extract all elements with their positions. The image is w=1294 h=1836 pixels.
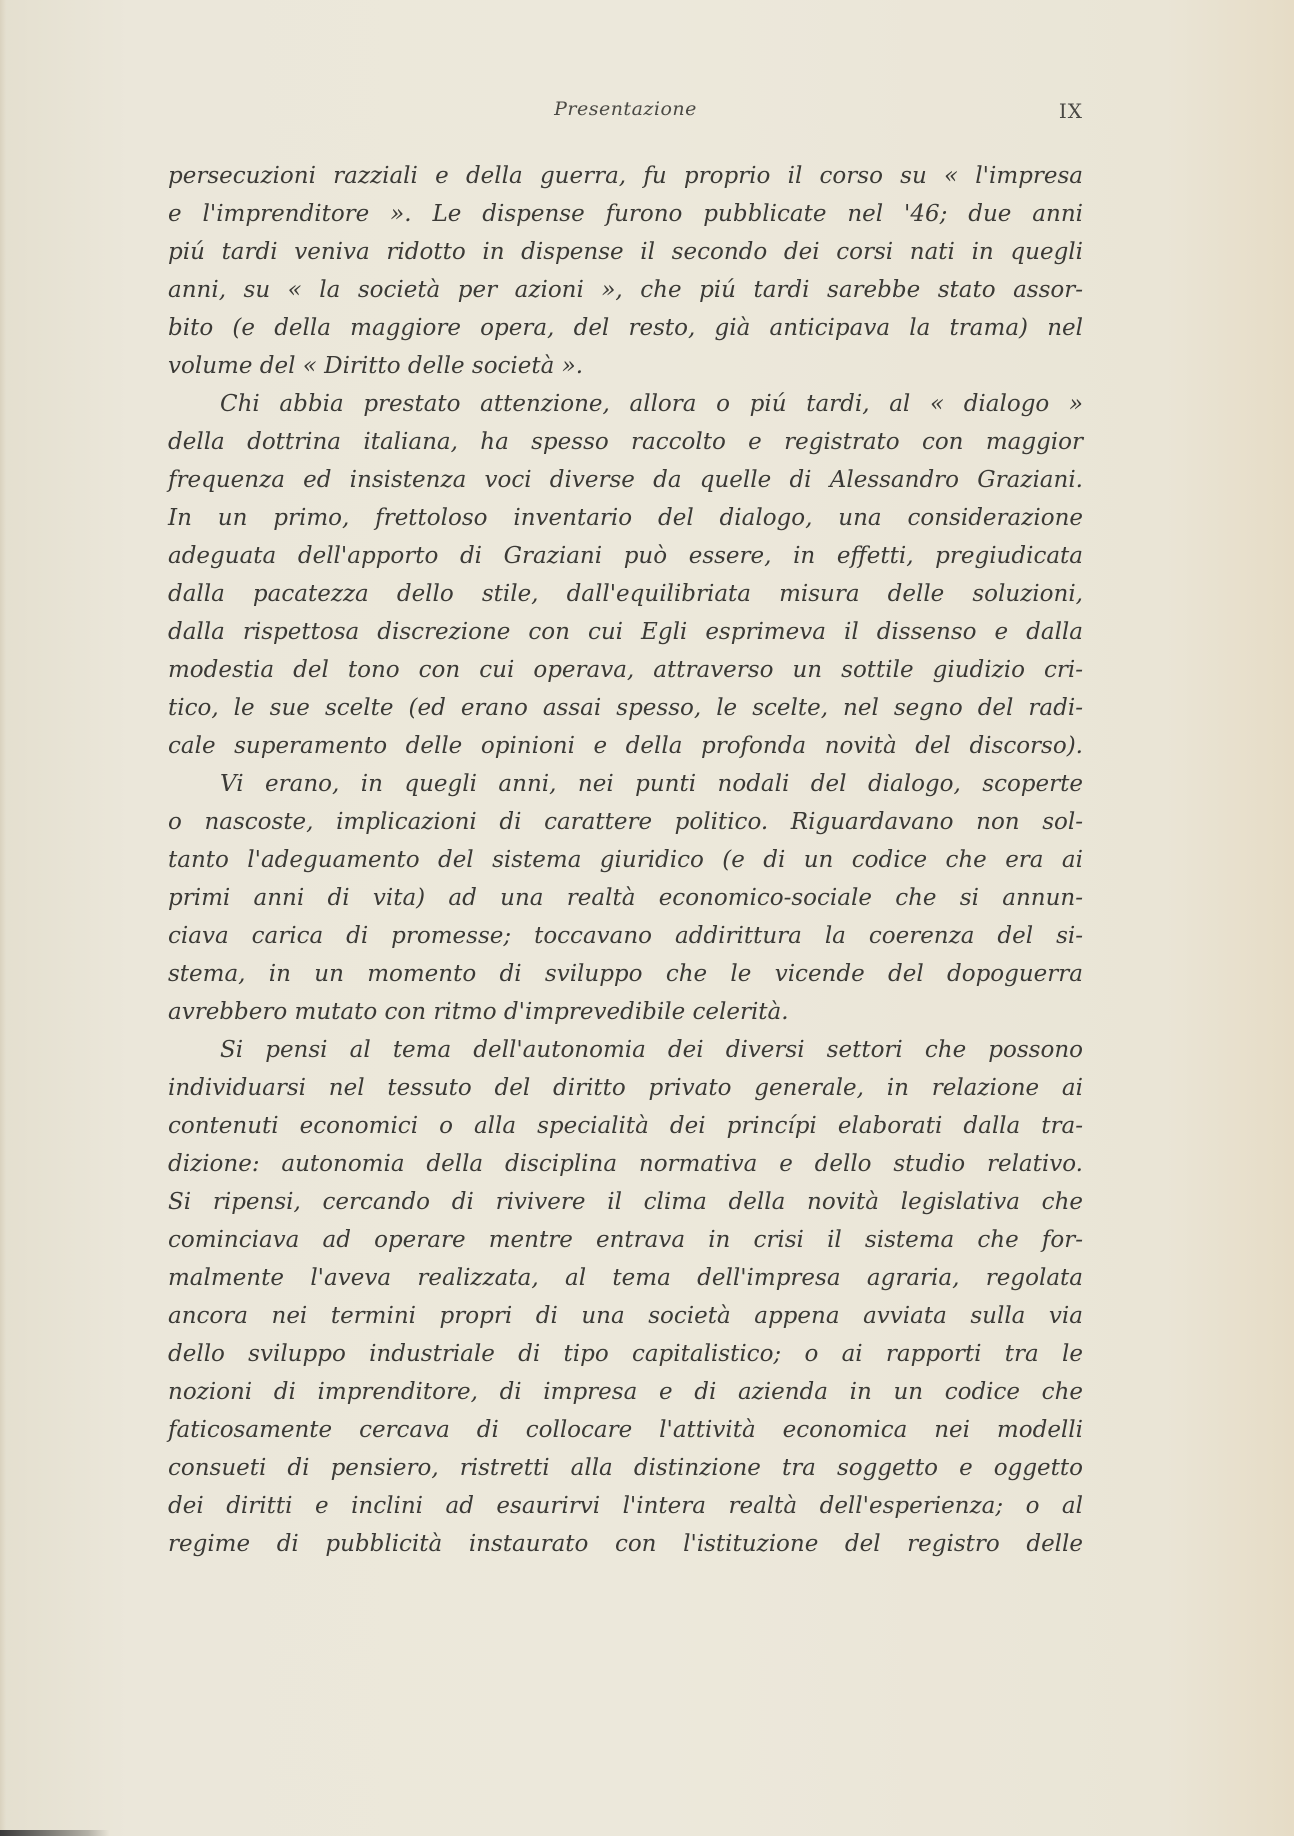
running-title: Presentazione (554, 98, 697, 120)
text-line: individuarsi nel tessuto del diritto privato generale, in relazione ai (168, 1075, 1083, 1101)
running-head (168, 98, 1083, 128)
text-line: malmente l'aveva realizzata, al tema dell'impresa agraria, regolata (168, 1265, 1083, 1291)
body-text (168, 157, 1083, 1563)
paragraph (168, 1031, 1083, 1563)
text-line: avrebbero mutato con ritmo d'imprevedibile celerità. (168, 999, 789, 1025)
text-line: dalla rispettosa discrezione con cui Egli esprimeva il dissenso e dalla (168, 619, 1083, 645)
page-edge (0, 0, 6, 1836)
text-line: piú tardi veniva ridotto in dispense il secondo dei corsi nati in quegli (168, 239, 1083, 265)
text-line: cominciava ad operare mentre entrava in crisi il sistema che for- (168, 1227, 1083, 1253)
text-line: Si ripensi, cercando di rivivere il clima della novità legislativa che (168, 1189, 1083, 1215)
text-line: contenuti economici o alla specialità dei princípi elaborati dalla tra- (168, 1113, 1083, 1139)
text-line: ancora nei termini propri di una società appena avviata sulla via (168, 1303, 1083, 1329)
text-line: bito (e della maggiore opera, del resto, già anticipava la trama) nel (168, 315, 1083, 341)
text-line: ciava carica di promesse; toccavano addirittura la coerenza del si- (168, 923, 1083, 949)
text-line: frequenza ed insistenza voci diverse da quelle di Alessandro Graziani. (168, 467, 1083, 493)
text-line: Si pensi al tema dell'autonomia dei diversi settori che possono (220, 1037, 1083, 1063)
text-line: Vi erano, in quegli anni, nei punti nodali del dialogo, scoperte (220, 771, 1083, 797)
page-shadow (0, 1830, 110, 1836)
text-line: faticosamente cercava di collocare l'attività economica nei modelli (168, 1417, 1083, 1443)
text-line: dalla pacatezza dello stile, dall'equilibriata misura delle soluzioni, (168, 581, 1083, 607)
text-line: anni, su « la società per azioni », che piú tardi sarebbe stato assor- (168, 277, 1083, 303)
text-line: volume del « Diritto delle società ». (168, 353, 584, 379)
paragraph (168, 765, 1083, 1031)
text-line: e l'imprenditore ». Le dispense furono pubblicate nel '46; due anni (168, 201, 1083, 227)
text-line: persecuzioni razziali e della guerra, fu proprio il corso su « l'impresa (168, 163, 1083, 189)
text-line: dizione: autonomia della disciplina normativa e dello studio relativo. (168, 1151, 1083, 1177)
text-line: Chi abbia prestato attenzione, allora o piú tardi, al « dialogo » (220, 391, 1083, 417)
paragraph (168, 385, 1083, 765)
text-line: modestia del tono con cui operava, attraverso un sottile giudizio cri- (168, 657, 1083, 683)
page-number: IX (1058, 99, 1083, 123)
text-line: tanto l'adeguamento del sistema giuridico (e di un codice che era ai (168, 847, 1083, 873)
text-line: primi anni di vita) ad una realtà economico-sociale che si annun- (168, 885, 1083, 911)
text-line: adeguata dell'apporto di Graziani può essere, in effetti, pregiudicata (168, 543, 1083, 569)
text-line: tico, le sue scelte (ed erano assai spesso, le scelte, nel segno del radi- (168, 695, 1083, 721)
text-line: regime di pubblicità instaurato con l'istituzione del registro delle (168, 1531, 1083, 1557)
text-line: o nascoste, implicazioni di carattere politico. Riguardavano non sol- (168, 809, 1083, 835)
text-line: cale superamento delle opinioni e della profonda novità del discorso). (168, 733, 1083, 759)
text-line: dello sviluppo industriale di tipo capitalistico; o ai rapporti tra le (168, 1341, 1083, 1367)
text-line: della dottrina italiana, ha spesso raccolto e registrato con maggior (168, 429, 1083, 455)
text-line: stema, in un momento di sviluppo che le vicende del dopoguerra (168, 961, 1083, 987)
text-line: dei diritti e inclini ad esaurirvi l'intera realtà dell'esperienza; o al (168, 1493, 1083, 1519)
paragraph (168, 157, 1083, 385)
text-line: In un primo, frettoloso inventario del dialogo, una considerazione (168, 505, 1083, 531)
text-line: nozioni di imprenditore, di impresa e di azienda in un codice che (168, 1379, 1083, 1405)
text-line: consueti di pensiero, ristretti alla distinzione tra soggetto e oggetto (168, 1455, 1083, 1481)
